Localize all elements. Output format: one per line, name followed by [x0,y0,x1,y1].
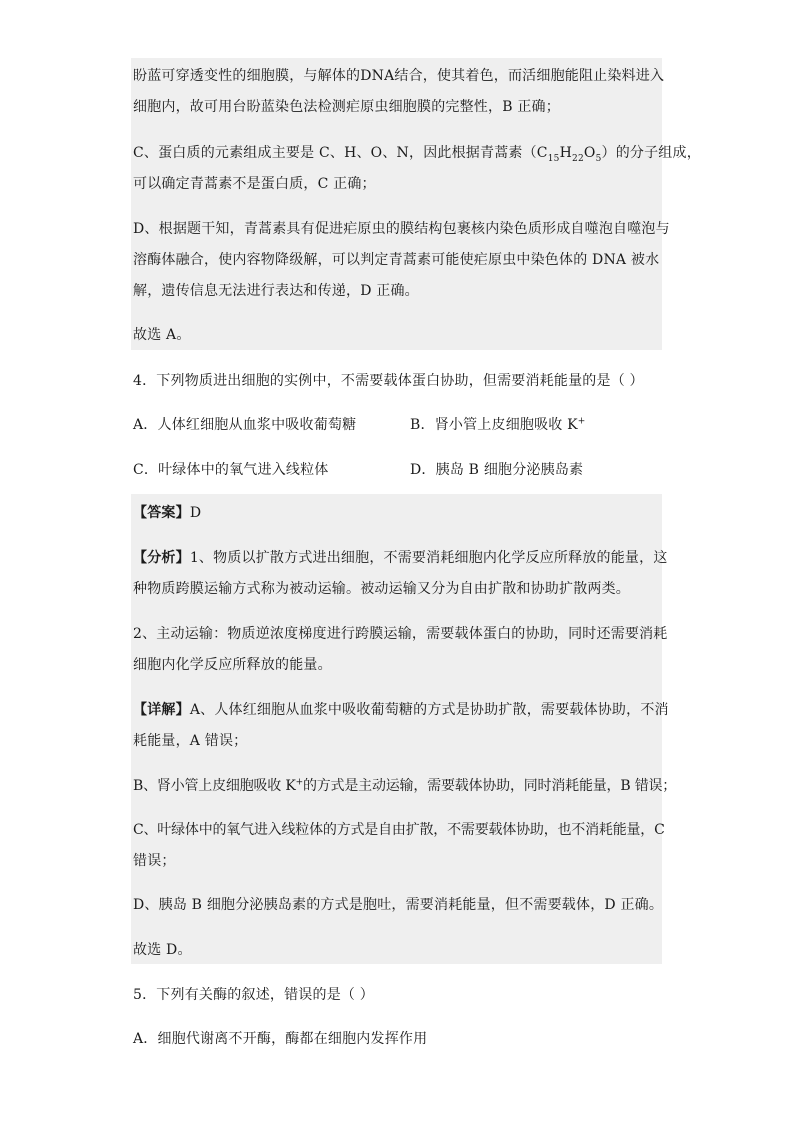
q4-option-a: A．人体红细胞从血浆中吸收葡萄糖 [133,417,357,433]
q4-option-b-text: B．肾小管上皮细胞吸收 K [410,417,578,433]
formula-sub-15: 15 [547,153,560,164]
prev-answer-c-line2: 可以确定青蒿素不是蛋白质，C 正确； [133,176,376,192]
q5-stem: 5．下列有关酶的叙述，错误的是（ ） [133,987,374,1003]
q4-analysis-line1 [133,548,668,568]
formula-sub-5: 5 [595,153,602,164]
q4-choice: 故选 D。 [133,942,192,958]
prev-answer-d-line1: D、根据题干知，青蒿素具有促进疟原虫的膜结构包裹核内染色质形成自噬泡自噬泡与 [133,221,670,237]
q4-detail-a-line1 [133,700,669,720]
q4-option-c: C．叶绿体中的氧气进入线粒体 [133,462,329,478]
q4-option-b-sup: + [577,416,586,427]
q4-detail-b [133,776,676,796]
q4-answer [133,503,201,523]
prev-answer-c-tail: ）的分子组成， [601,145,701,161]
q4-detail-a-line2: 耗能量，A 错误； [133,733,248,749]
q4-detail-tag: 【详解】 [133,702,190,718]
prev-answer-choice: 故选 A。 [133,327,191,343]
q4-detail-b-post: 的方式是主动运输，需要载体协助，同时消耗能量，B 错误； [302,778,677,794]
q4-detail-c-line2: 错误； [133,853,176,869]
prev-answer-d-line3: 解，遗传信息无法进行表达和传递，D 正确。 [133,283,419,299]
prev-answer-c-text: C、蛋白质的元素组成主要是 C、H、O、N，因此根据青蒿素（C [133,145,548,161]
q4-detail-d: D、胰岛 B 细胞分泌胰岛素的方式是胞吐，需要消耗能量，但不需要载体，D 正确。 [133,897,664,913]
q4-detail-c-line1: C、叶绿体中的氧气进入线粒体的方式是自由扩散，不需要载体协助，也不消耗能量，C [133,822,665,838]
q4-detail-b-pre: B、肾小管上皮细胞吸收 K [133,778,296,794]
q4-analysis-line4: 细胞内化学反应所释放的能量。 [133,657,332,673]
formula-h: H [559,145,573,161]
q4-analysis-line3: 2、主动运输：物质逆浓度梯度进行跨膜运输，需要载体蛋白的协助，同时还需要消耗 [133,626,668,642]
q4-stem: 4．下列物质进出细胞的实例中，不需要载体蛋白协助，但需要消耗能量的是（ ） [133,373,644,389]
q4-detail-a-text: A、人体红细胞从血浆中吸收葡萄糖的方式是协助扩散，需要载体协助，不消 [189,702,669,718]
q4-analysis-tag: 【分析】 [133,550,190,566]
formula-o: O [583,145,596,161]
q4-analysis-text: 1、物质以扩散方式进出细胞，不需要消耗细胞内化学反应所释放的能量，这 [189,550,668,566]
q4-analysis-line2: 种物质跨膜运输方式称为被动运输。被动运输又分为自由扩散和协助扩散两类。 [133,581,630,597]
q4-option-d: D．胰岛 B 细胞分泌胰岛素 [410,462,584,478]
prev-answer-c-line1 [133,143,701,163]
prev-answer-b-line1: 盼蓝可穿透变性的细胞膜，与解体的DNA结合，使其着色，而活细胞能阻止染料进入 [133,68,665,84]
q5-option-a: A．细胞代谢离不开酶，酶都在细胞内发挥作用 [133,1031,428,1047]
formula-sub-22: 22 [572,153,584,164]
q4-option-b [410,415,586,435]
q4-answer-tag: 【答案】 [133,505,190,521]
q4-answer-value: D [189,505,202,521]
prev-answer-d-line2: 溶酶体融合，使内容物降级解，可以判定青蒿素可能使疟原虫中染色体的 DNA 被水 [133,252,660,268]
prev-answer-b-line2: 细胞内，故可用台盼蓝染色法检测疟原虫细胞膜的完整性，B 正确； [133,99,560,115]
q4-detail-b-sup: + [295,777,303,788]
